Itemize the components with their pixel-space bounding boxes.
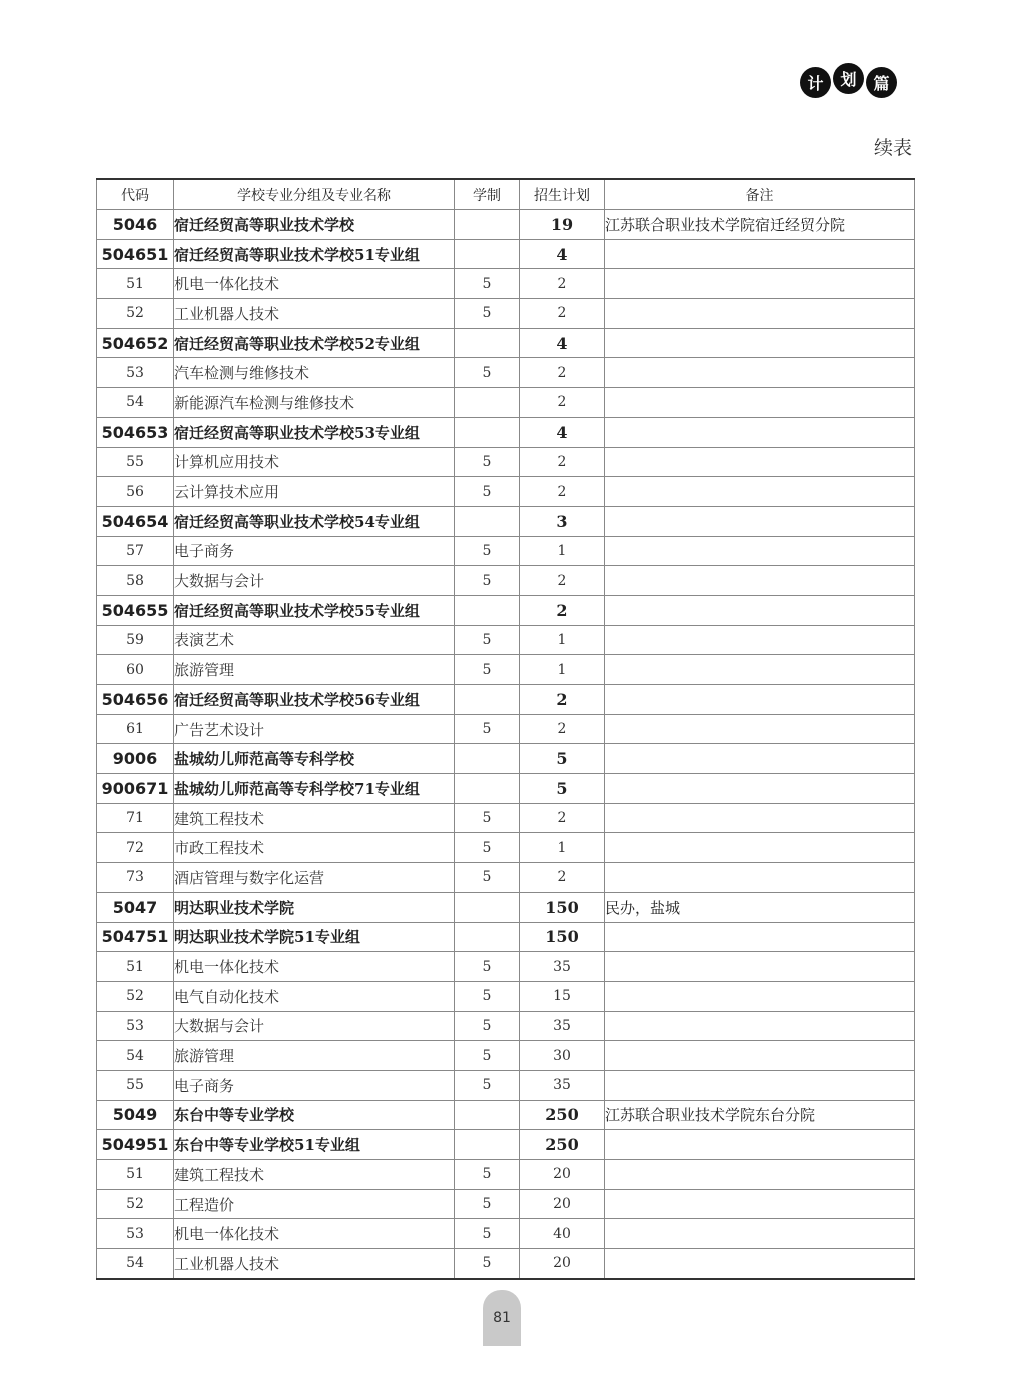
row-name: 东台中等专业学校51专业组 [174,1130,455,1160]
row-duration: 5 [455,269,520,299]
row-name: 电子商务 [174,1070,455,1100]
row-note [605,981,915,1011]
row-duration [455,210,520,240]
row-duration: 5 [455,1160,520,1190]
table-header-row [97,179,915,210]
table-row-group [97,239,915,269]
row-plan: 150 [520,922,605,952]
table-row [97,1189,915,1219]
row-code: 71 [97,803,174,833]
row-note [605,506,915,536]
row-code: 55 [97,1070,174,1100]
row-duration: 5 [455,299,520,329]
row-duration [455,744,520,774]
row-code: 54 [97,1249,174,1279]
row-note: 江苏联合职业技术学院宿迁经贸分院 [605,210,915,240]
row-plan: 2 [520,269,605,299]
row-name: 广告艺术设计 [174,714,455,744]
table-row [97,952,915,982]
row-note [605,328,915,358]
row-code: 51 [97,269,174,299]
row-name: 机电一体化技术 [174,1219,455,1249]
row-plan: 2 [520,685,605,715]
row-duration: 5 [455,1011,520,1041]
table-row [97,388,915,418]
row-name: 明达职业技术学院 [174,892,455,922]
table-row [97,655,915,685]
row-code: 51 [97,1160,174,1190]
row-code: 54 [97,1041,174,1071]
row-code: 5046 [97,210,174,240]
row-name: 宿迁经贸高等职业技术学校56专业组 [174,685,455,715]
row-code: 504654 [97,506,174,536]
row-plan: 1 [520,536,605,566]
table-row [97,536,915,566]
row-duration: 5 [455,714,520,744]
row-code: 55 [97,447,174,477]
row-code: 72 [97,833,174,863]
row-duration: 5 [455,1070,520,1100]
row-note [605,625,915,655]
row-plan: 2 [520,477,605,507]
row-note [605,952,915,982]
table-row-group [97,922,915,952]
row-duration [455,595,520,625]
table-row-group [97,506,915,536]
row-duration: 5 [455,1041,520,1071]
row-note [605,477,915,507]
row-name: 宿迁经贸高等职业技术学校 [174,210,455,240]
row-name: 市政工程技术 [174,833,455,863]
page-number: 81 [493,1310,511,1326]
enrollment-plan-table [96,178,915,1280]
row-duration: 5 [455,952,520,982]
table-row-group [97,595,915,625]
row-name: 宿迁经贸高等职业技术学校51专业组 [174,239,455,269]
row-note [605,1070,915,1100]
row-duration: 5 [455,655,520,685]
row-name: 电子商务 [174,536,455,566]
row-plan: 250 [520,1130,605,1160]
row-note: 民办，盐城 [605,892,915,922]
table-row [97,358,915,388]
row-name: 工程造价 [174,1189,455,1219]
row-code: 54 [97,388,174,418]
row-plan: 35 [520,1070,605,1100]
row-code: 900671 [97,774,174,804]
page-number-tab [483,1290,521,1346]
row-plan: 4 [520,328,605,358]
row-note [605,803,915,833]
row-code: 504751 [97,922,174,952]
row-note [605,1011,915,1041]
row-plan: 35 [520,952,605,982]
row-code: 52 [97,981,174,1011]
section-logo-char: 计 [800,67,831,98]
row-name: 新能源汽车检测与维修技术 [174,388,455,418]
row-name: 酒店管理与数字化运营 [174,863,455,893]
row-plan: 19 [520,210,605,240]
table-row [97,269,915,299]
row-name: 盐城幼儿师范高等专科学校 [174,744,455,774]
row-code: 504653 [97,417,174,447]
row-name: 宿迁经贸高等职业技术学校52专业组 [174,328,455,358]
row-plan: 2 [520,595,605,625]
table-row [97,299,915,329]
row-duration [455,922,520,952]
row-duration: 5 [455,1189,520,1219]
row-plan: 2 [520,299,605,329]
table-row [97,981,915,1011]
row-note [605,417,915,447]
table-row-group [97,210,915,240]
row-duration: 5 [455,536,520,566]
table-row [97,803,915,833]
row-note [605,863,915,893]
row-name: 盐城幼儿师范高等专科学校71专业组 [174,774,455,804]
row-duration: 5 [455,981,520,1011]
row-note [605,388,915,418]
table-row [97,833,915,863]
row-plan: 2 [520,803,605,833]
row-code: 53 [97,1011,174,1041]
continued-label: 续表 [873,137,912,159]
table-row-group [97,774,915,804]
row-plan: 20 [520,1160,605,1190]
table-row [97,447,915,477]
row-name: 宿迁经贸高等职业技术学校54专业组 [174,506,455,536]
row-plan: 2 [520,358,605,388]
row-code: 58 [97,566,174,596]
table-row-group [97,417,915,447]
row-name: 建筑工程技术 [174,803,455,833]
row-code: 504656 [97,685,174,715]
row-name: 宿迁经贸高等职业技术学校55专业组 [174,595,455,625]
row-plan: 1 [520,833,605,863]
table-row-group [97,685,915,715]
row-note [605,714,915,744]
row-note [605,536,915,566]
row-note [605,566,915,596]
row-name: 汽车检测与维修技术 [174,358,455,388]
row-name: 机电一体化技术 [174,269,455,299]
row-duration: 5 [455,1219,520,1249]
row-duration: 5 [455,803,520,833]
row-note [605,358,915,388]
row-name: 大数据与会计 [174,1011,455,1041]
row-note [605,1249,915,1279]
row-name: 机电一体化技术 [174,952,455,982]
row-duration [455,685,520,715]
table-row [97,1011,915,1041]
row-name: 旅游管理 [174,655,455,685]
row-plan: 250 [520,1100,605,1130]
row-note [605,1130,915,1160]
section-logo-char: 篇 [866,67,897,98]
row-code: 56 [97,477,174,507]
row-code: 60 [97,655,174,685]
row-name: 云计算技术应用 [174,477,455,507]
row-duration [455,506,520,536]
row-code: 504951 [97,1130,174,1160]
row-duration [455,417,520,447]
row-note: 江苏联合职业技术学院东台分院 [605,1100,915,1130]
table-body [97,210,915,1279]
row-plan: 4 [520,239,605,269]
row-plan: 35 [520,1011,605,1041]
row-duration: 5 [455,625,520,655]
row-plan: 40 [520,1219,605,1249]
row-code: 52 [97,299,174,329]
row-code: 61 [97,714,174,744]
row-code: 504651 [97,239,174,269]
table-row [97,1160,915,1190]
row-plan: 2 [520,388,605,418]
row-note [605,774,915,804]
table-row [97,1041,915,1071]
row-name: 工业机器人技术 [174,1249,455,1279]
row-name: 东台中等专业学校 [174,1100,455,1130]
row-code: 504655 [97,595,174,625]
row-note [605,744,915,774]
row-note [605,655,915,685]
row-plan: 1 [520,655,605,685]
table-row [97,714,915,744]
row-plan: 150 [520,892,605,922]
row-plan: 2 [520,863,605,893]
header-duration: 学制 [455,179,520,210]
row-duration: 5 [455,477,520,507]
row-name: 明达职业技术学院51专业组 [174,922,455,952]
row-plan: 4 [520,417,605,447]
row-duration: 5 [455,1249,520,1279]
header-code: 代码 [97,179,174,210]
row-duration: 5 [455,863,520,893]
table-row-group [97,328,915,358]
table-row-group [97,1130,915,1160]
header-name: 学校专业分组及专业名称 [174,179,455,210]
row-note [605,299,915,329]
row-code: 51 [97,952,174,982]
row-duration [455,774,520,804]
row-code: 5047 [97,892,174,922]
row-note [605,239,915,269]
table-row [97,566,915,596]
row-name: 宿迁经贸高等职业技术学校53专业组 [174,417,455,447]
row-duration [455,892,520,922]
row-plan: 20 [520,1189,605,1219]
row-note [605,1160,915,1190]
section-logo-char: 划 [833,63,864,94]
table-row [97,863,915,893]
table-row [97,625,915,655]
row-code: 52 [97,1189,174,1219]
row-code: 5049 [97,1100,174,1130]
row-plan: 15 [520,981,605,1011]
row-note [605,595,915,625]
row-plan: 5 [520,774,605,804]
row-plan: 20 [520,1249,605,1279]
row-note [605,1189,915,1219]
row-note [605,447,915,477]
row-code: 504652 [97,328,174,358]
row-code: 59 [97,625,174,655]
row-duration: 5 [455,833,520,863]
row-code: 53 [97,1219,174,1249]
row-duration: 5 [455,358,520,388]
table-row [97,1249,915,1279]
row-plan: 1 [520,625,605,655]
row-note [605,269,915,299]
row-note [605,833,915,863]
row-code: 73 [97,863,174,893]
row-duration [455,1130,520,1160]
table-row-group [97,1100,915,1130]
row-name: 工业机器人技术 [174,299,455,329]
row-name: 建筑工程技术 [174,1160,455,1190]
row-plan: 2 [520,566,605,596]
row-code: 53 [97,358,174,388]
header-note: 备注 [605,179,915,210]
row-code: 9006 [97,744,174,774]
header-plan: 招生计划 [520,179,605,210]
table-row [97,1070,915,1100]
row-plan: 3 [520,506,605,536]
table-row [97,477,915,507]
row-plan: 2 [520,447,605,477]
table-row [97,1219,915,1249]
row-duration [455,1100,520,1130]
row-plan: 2 [520,714,605,744]
row-plan: 30 [520,1041,605,1071]
table-row-group [97,744,915,774]
row-name: 旅游管理 [174,1041,455,1071]
row-name: 电气自动化技术 [174,981,455,1011]
row-duration: 5 [455,447,520,477]
row-note [605,1219,915,1249]
row-code: 57 [97,536,174,566]
row-name: 计算机应用技术 [174,447,455,477]
row-duration [455,388,520,418]
row-name: 大数据与会计 [174,566,455,596]
row-duration: 5 [455,566,520,596]
row-note [605,1041,915,1071]
section-logo [800,62,900,102]
row-name: 表演艺术 [174,625,455,655]
row-note [605,922,915,952]
row-duration [455,328,520,358]
table-row-group [97,892,915,922]
row-note [605,685,915,715]
row-plan: 5 [520,744,605,774]
row-duration [455,239,520,269]
